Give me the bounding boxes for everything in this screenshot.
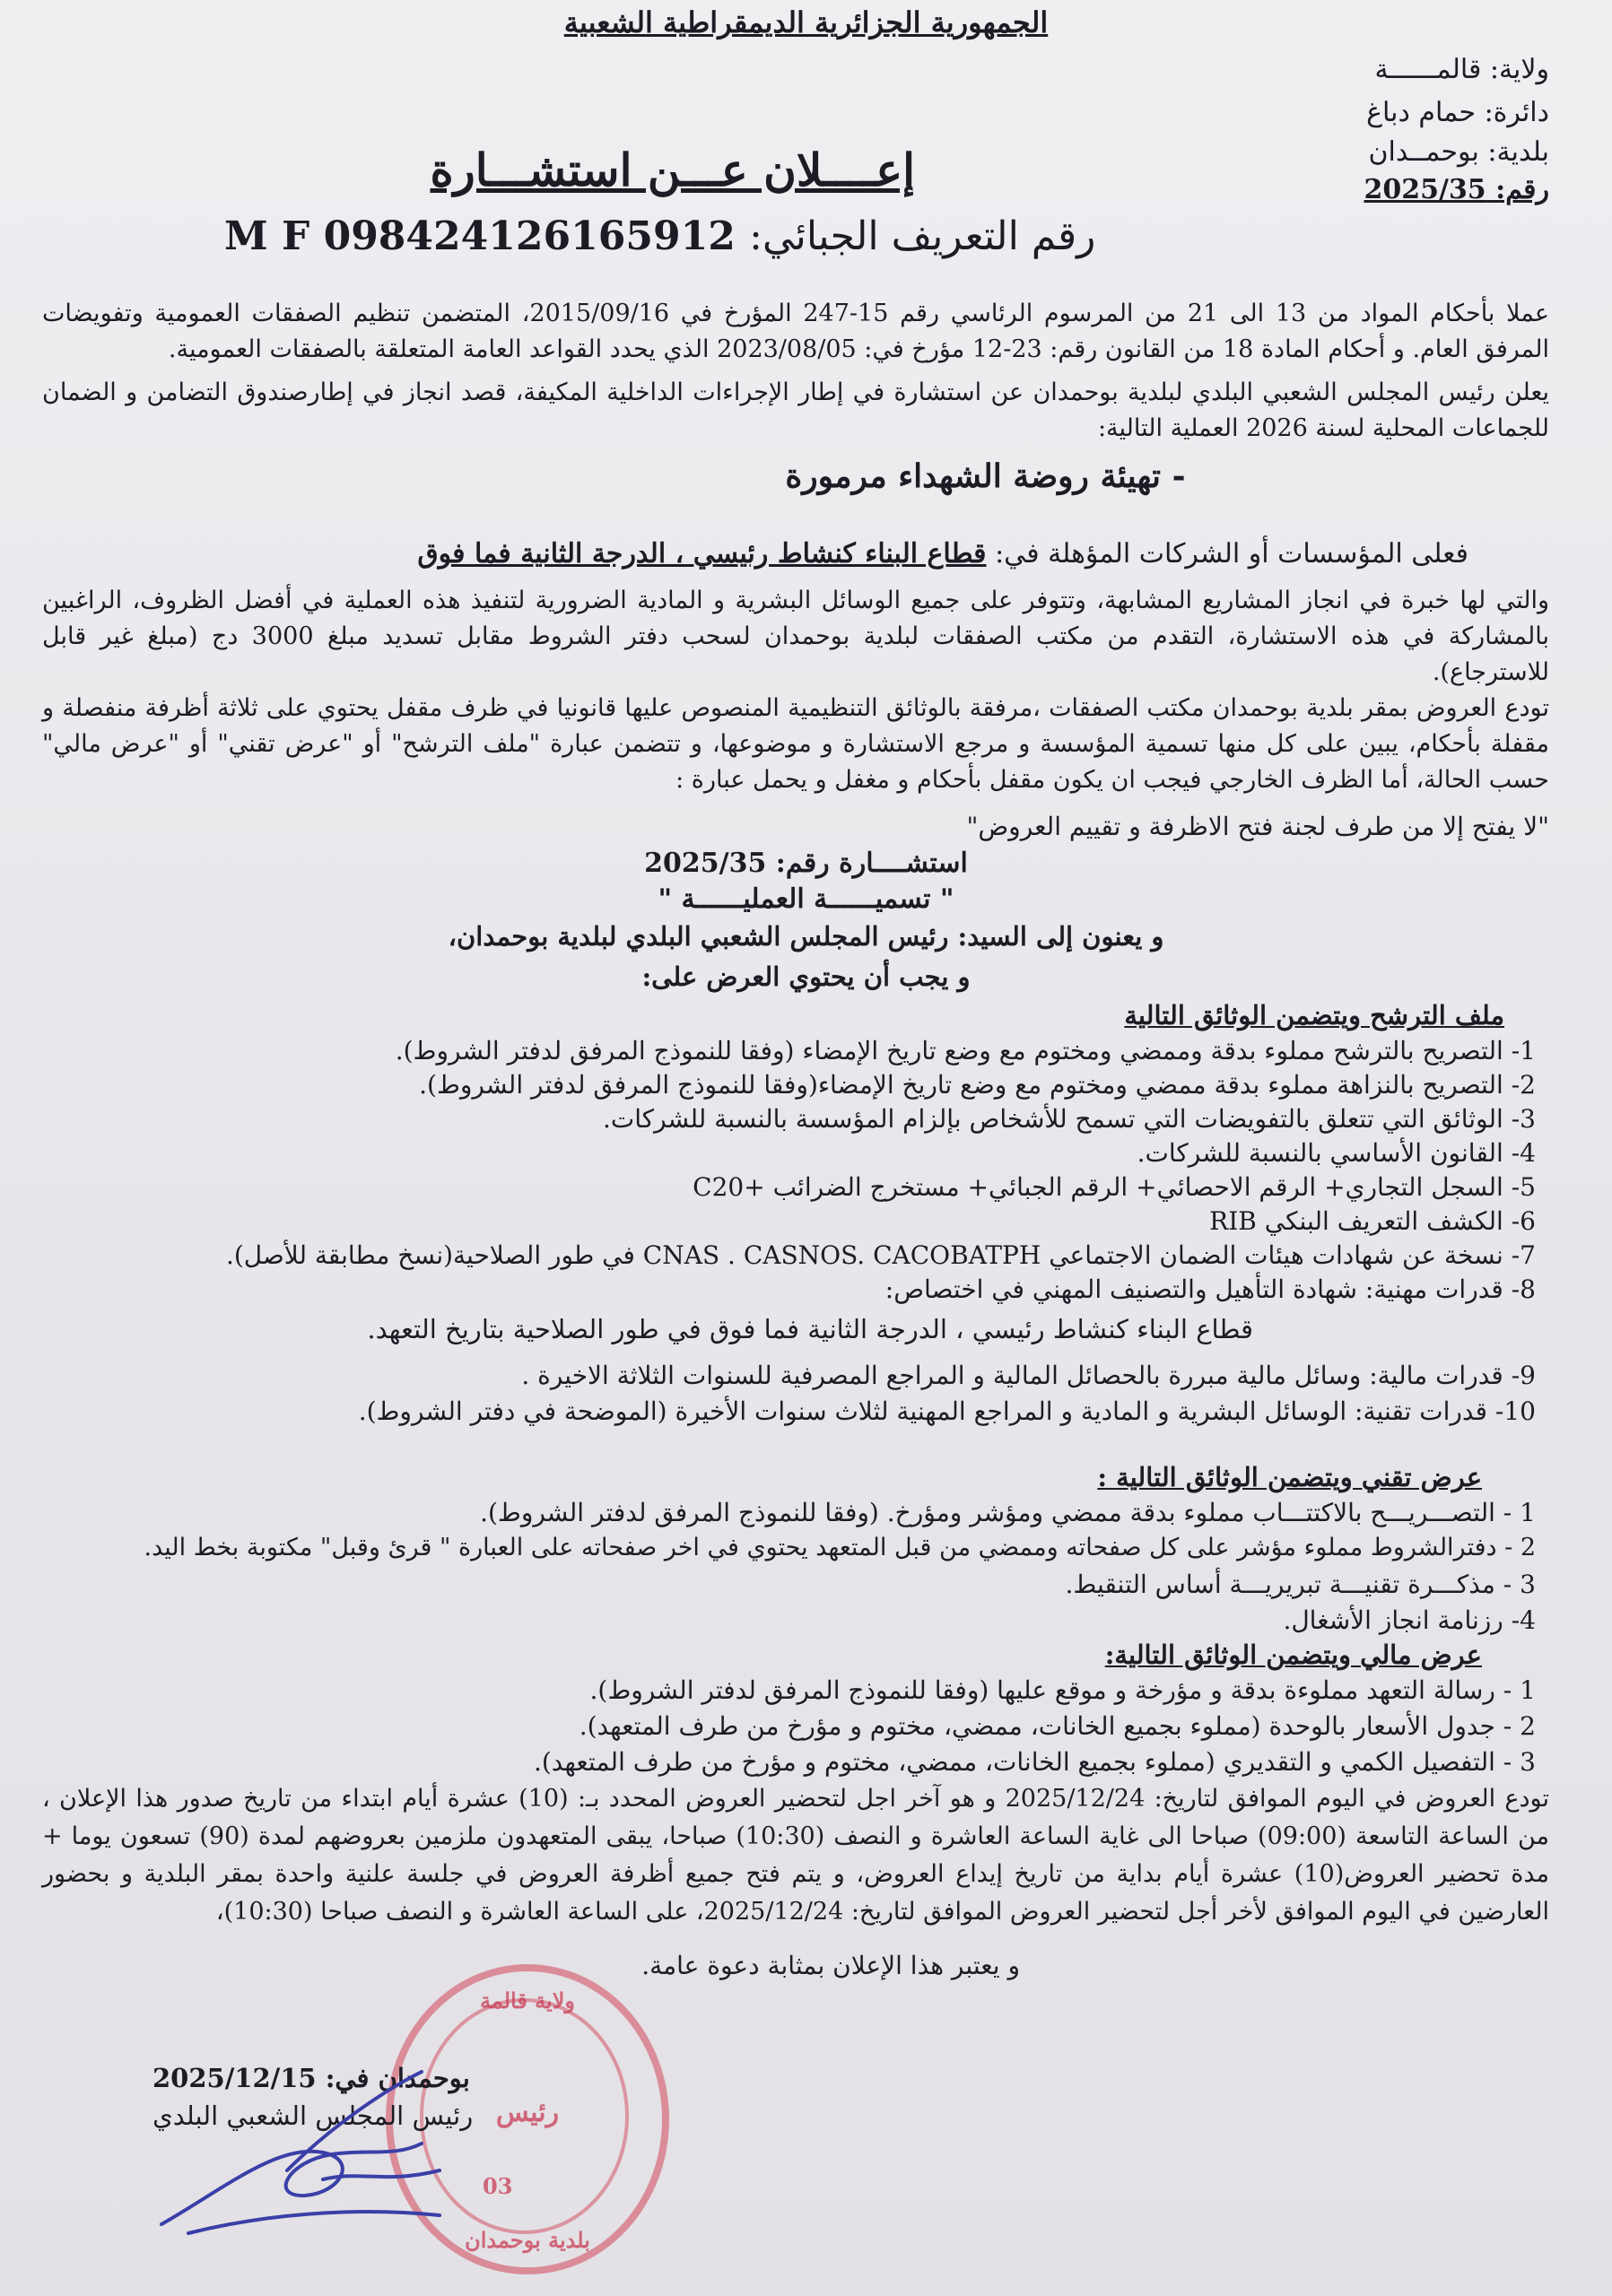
handwritten-signature [152, 2036, 457, 2242]
eligible-prefix: فعلى المؤسسات أو الشركات المؤهلة في: [995, 538, 1468, 570]
operation-title: - تهيئة روضة الشهداء مرمورة [785, 457, 1186, 495]
financial-title: عرض مالي ويتضمن الوثائق التالية: [1104, 1639, 1482, 1670]
stamp-bottom-text: بلدية بوحمدان [465, 2227, 590, 2253]
tax-id-value: M F 098424126165912 [224, 213, 736, 259]
tax-id [224, 213, 1095, 259]
submission-paragraph: تودع العروض بمقر بلدية بوحمدان مكتب الصفقات ،مرفقة بالوثائق التنظيمية المنصوص عليها قانونيا في ظرف مقفل يحتوي على ثلاثة أظرفة منفصلة و مقفلة بأحكام، يبين على كل منها تسمية المؤسسة و مرجع الاستشارة و موضوعها، و تتضمن عبارة "ملف الترشح" أو "عرض تقني" أو "عرض مالي" حسب الحالة، أما الظرف الخارجي فيجب ان يكون مقفل بأحكام و مغفل و يحمل عبارة : [42, 694, 1549, 794]
technical-item-4: 4- رزنامة انجاز الأشغال. [1283, 1605, 1536, 1635]
envelope-reference: استشــــارة رقم: 2025/35 [644, 848, 968, 879]
commune-line: بلدية: بوحمــدان [1368, 136, 1549, 168]
technical-item-3: 3 - مذكـــرة تقنيـــة تبريريـــة أساس التنقيط. [1065, 1570, 1536, 1599]
candidacy-item-6: 6- الكشف التعريف البنكي RIB [1209, 1206, 1536, 1236]
financial-item-1: 1 - رسالة التعهد مملوءة بدقة و مؤرخة و موقع عليها (وفقا للنموذج المرفق لدفتر الشروط). [589, 1675, 1536, 1705]
candidacy-item-4: 4- القانون الأساسي بالنسبة للشركات. [1137, 1138, 1536, 1168]
stamp-center-text: رئيس [495, 2097, 560, 2128]
candidacy-item-7: 7- نسخة عن شهادات هيئات الضمان الاجتماعي CNAS . CASNOS. CACOBATPH في طور الصلاحية(نسخ مطابقة للأصل). [225, 1240, 1536, 1270]
financial-item-2: 2 - جدول الأسعار بالوحدة (مملوء بجميع الخانات، ممضي، مختوم و مؤرخ من طرف المتعهد). [579, 1711, 1536, 1741]
candidacy-item-3: 3- الوثائق التي تتعلق بالتفويضات التي تسمح للأشخاص بإلزام المؤسسة بالنسبة للشركات. [602, 1104, 1536, 1134]
candidacy-item-8-continued: قطاع البناء كنشاط رئيسي ، الدرجة الثانية فما فوق في طور الصلاحية بتاريخ التعهد. [367, 1314, 1253, 1344]
signature-place-date: بوحمدان في: 2025/12/15 [152, 2063, 470, 2093]
envelope-addressee: و يعنون إلى السيد: رئيس المجلس الشعبي البلدي لبلدية بوحمدان، [448, 921, 1164, 952]
candidacy-item-1: 1- التصريح بالترشح مملوء بدقة وممضي ومختوم مع وضع تاريخ الإمضاء (وفقا للنموذج المرفق لدفتر الشروط). [395, 1036, 1536, 1065]
closing-statement: و يعتبر هذا الإعلان بمثابة دعوة عامة. [641, 1951, 1020, 1980]
tax-id-label: رقم التعريف الجبائي: [749, 213, 1096, 259]
document-title: إعــــلان عـــن استشـــارة [430, 144, 915, 196]
candidacy-item-10: 10- قدرات تقنية: الوسائل البشرية و المادية و المراجع المهنية لثلاث سنوات الأخيرة (الموضحة في دفتر الشروط). [358, 1396, 1536, 1426]
outer-envelope-quote: "لا يفتح إلا من طرف لجنة فتح الاظرفة و تقييم العروض" [966, 812, 1549, 841]
deadline-paragraph: تودع العروض في اليوم الموافق لتاريخ: 2025/12/24 و هو آخر اجل لتحضير العروض المحدد بـ: (10) عشرة أيام ابتداء من تاريخ صدور هذا الإعلان ، من الساعة التاسعة (09:00) صباحا الى غاية الساعة العاشرة و النصف (10:30) صباحا، يبقى المتعهدون ملزمين بعروضهم لمدة (90) تسعون يوما + مدة تحضير العروض(10) عشرة أيام بداية من تاريخ إيداع العروض، و يتم فتح جميع أظرفة العروض في جلسة علنية واحدة بمقر البلدية و بحضور العارضين في اليوم الموافق لأخر أجل لتحضير العروض الموافق لتاريخ: 2025/12/24، على الساعة العاشرة و النصف صباحا (10:30)، [42, 1785, 1549, 1926]
eligible-line [417, 538, 1468, 570]
daira-line: دائرة: حمام دباغ [1366, 97, 1549, 128]
eligible-sector: قطاع البناء كنشاط رئيسي ، الدرجة الثانية فما فوق [417, 538, 987, 570]
signature-role: رئيس المجلس الشعبي البلدي [152, 2100, 474, 2131]
wilaya-line: ولاية: قالمــــــة [1374, 54, 1549, 85]
candidacy-item-2: 2- التصريح بالنزاهة مملوء بدقة ممضي ومختوم مع وضع تاريخ الإمضاء(وفقا للنموذج المرفق لدفتر الشروط). [419, 1070, 1536, 1100]
republic-header: الجمهورية الجزائرية الديمقراطية الشعبية [563, 5, 1049, 39]
reference-number: رقم: 2025/35 [1364, 174, 1549, 205]
technical-item-2: 2 - دفترالشروط مملوء مؤشر على كل صفحاته وممضي من قبل المتعهد يحتوي في اخر صفحاته على العبارة " قرئ وقبل" مكتوبة بخط اليد. [144, 1534, 1536, 1561]
financial-item-3: 3 - التفصيل الكمي و التقديري (مملوء بجميع الخانات، ممضي، مختوم و مؤرخ من طرف المتعهد). [533, 1747, 1536, 1777]
envelope-operation-name: " تسميــــــة العمليــــــة " [658, 883, 954, 915]
candidacy-item-9: 9- قدرات مالية: وسائل مالية مبررة بالحصائل المالية و المراجع المصرفية للسنوات الثلاثة الاخيرة . [521, 1361, 1536, 1390]
stamp-top-text: ولاية قالمة [479, 1987, 576, 2013]
candidacy-title: ملف الترشح ويتضمن الوثائق التالية [1124, 1000, 1504, 1031]
technical-title: عرض تقني ويتضمن الوثائق التالية : [1097, 1462, 1482, 1492]
candidacy-item-8: 8- قدرات مهنية: شهادة التأهيل والتصنيف المهني في اختصاص: [884, 1274, 1536, 1304]
intro-paragraph-1: عملا بأحكام المواد من 13 الى 21 من المرسوم الرئاسي رقم 15-247 المؤرخ في 2015/09/16، المتضمن تنظيم الصفقات العمومية وتفويضات المرفق العام. و أحكام المادة 18 من القانون رقم: 23-12 مؤرخ في: 2023/08/05 الذي يحدد القواعد العامة المتعلقة بالصفقات العمومية. [42, 300, 1549, 363]
envelope-contents: و يجب أن يحتوي العرض على: [641, 961, 971, 992]
intro-paragraph-2: يعلن رئيس المجلس الشعبي البلدي لبلدية بوحمدان عن استشارة في إطار الإجراءات الداخلية المكيفة، قصد انجاز في إطارصندوق التضامن و الضمان للجماعات المحلية لسنة 2026 العملية التالية: [42, 378, 1549, 442]
candidacy-item-5: 5- السجل التجاري+ الرقم الاحصائي+ الرقم الجبائي+ مستخرج الضرائب +C20 [693, 1172, 1536, 1202]
stamp-number: 03 [483, 2173, 513, 2199]
conditions-paragraph: والتي لها خبرة في انجاز المشاريع المشابهة، وتتوفر على جميع الوسائل البشرية و المادية الضرورية لتنفيذ هذه العملية في أفضل الظروف، الراغبين بالمشاركة في هذه الاستشارة، التقدم من مكتب الصفقات لبلدية بوحمدان لسحب دفتر الشروط مقابل تسديد مبلغ 3000 دج (مبلغ غير قابل للاسترجاع). [42, 587, 1549, 686]
technical-item-1: 1 - التصـــريـــح بالاكتتـــاب مملوء بدقة ممضي ومؤشر ومؤرخ. (وفقا للنموذج المرفق لدفتر الشروط). [480, 1498, 1536, 1527]
